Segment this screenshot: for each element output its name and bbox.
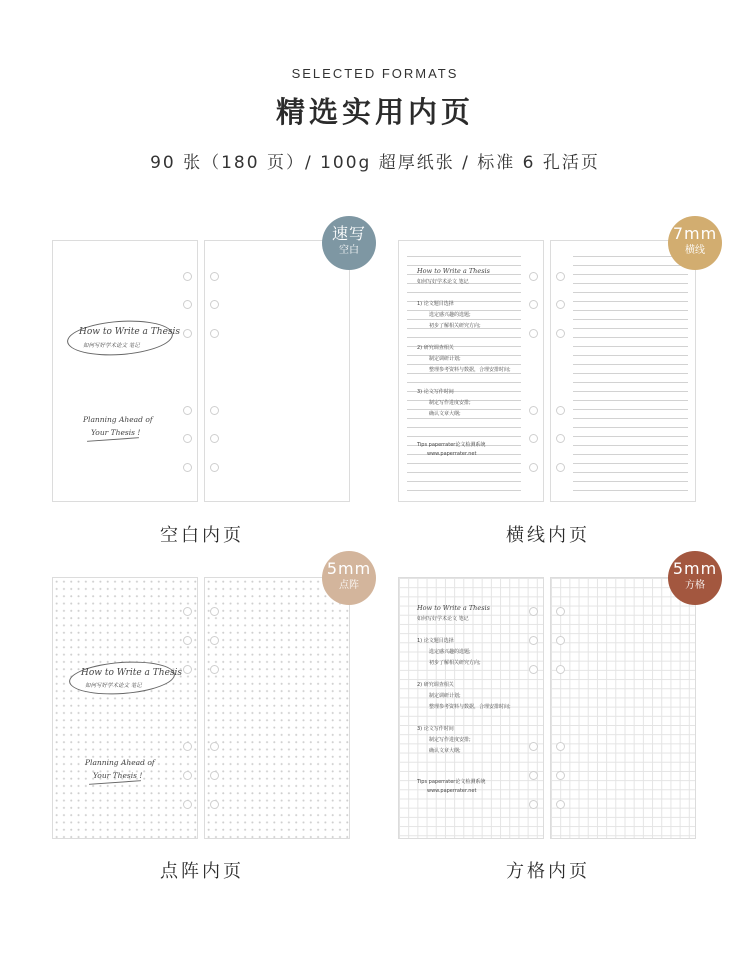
- format-lined: [398, 240, 698, 504]
- note-section: 3) 论文写作时间: [417, 389, 454, 395]
- note-item: 选定感兴趣的选题;: [429, 312, 471, 318]
- note-section: 2) 研究调查相关: [417, 682, 454, 688]
- binder-hole: [183, 636, 192, 645]
- binder-hole: [529, 406, 538, 415]
- blank-left-page: [52, 240, 198, 502]
- binder-hole: [556, 665, 565, 674]
- binder-hole: [529, 771, 538, 780]
- binder-hole: [210, 434, 219, 443]
- badge-grid: [668, 551, 722, 605]
- note-tips: Tips paperrater论文检测系统: [417, 779, 486, 785]
- binder-hole: [529, 329, 538, 338]
- binder-hole: [183, 665, 192, 674]
- binder-hole: [556, 300, 565, 309]
- sketch-title-cn: 如何写好学术论文 笔记: [83, 343, 140, 349]
- badge-sub: 空白: [339, 245, 359, 256]
- note-item: 制定调研计划;: [429, 356, 461, 362]
- note-title-cn: 如何写好学术论文 笔记: [417, 279, 469, 285]
- binder-hole: [529, 272, 538, 281]
- sketch-plan-line1: Planning Ahead of: [85, 758, 155, 767]
- badge-dot: [322, 551, 376, 605]
- sketch-title: How to Write a Thesis: [79, 327, 181, 337]
- note-section: 3) 论文写作时间: [417, 726, 454, 732]
- binder-hole: [556, 272, 565, 281]
- binder-hole: [210, 329, 219, 338]
- subtitle-spec: 90 张（180 页）/ 100g 超厚纸张 / 标准 6 孔活页: [150, 153, 600, 173]
- sketch-plan-line2: Your Thesis !: [91, 428, 141, 437]
- binder-hole: [529, 800, 538, 809]
- binder-hole: [183, 771, 192, 780]
- badge-sub: 横线: [685, 245, 705, 256]
- note-item: 确认文章大纲;: [429, 748, 461, 754]
- binder-hole: [556, 742, 565, 751]
- binder-hole: [556, 607, 565, 616]
- eyebrow-text: SELECTED FORMATS: [291, 66, 459, 81]
- binder-hole: [183, 329, 192, 338]
- lined-left-page: [398, 240, 544, 502]
- sketch-title-cn: 如何写好学术论文 笔记: [85, 683, 142, 689]
- binder-hole: [183, 463, 192, 472]
- binder-hole: [210, 607, 219, 616]
- binder-hole: [529, 665, 538, 674]
- sketch-plan-line1: Planning Ahead of: [83, 415, 153, 424]
- badge-main: 5mm: [326, 559, 372, 578]
- sketch-title: How to Write a Thesis: [81, 668, 183, 678]
- format-grid: [398, 577, 698, 841]
- binder-hole: [210, 800, 219, 809]
- binder-hole: [556, 434, 565, 443]
- blank-right-page: [204, 240, 350, 502]
- note-item: 初步了解相关研究方向;: [429, 660, 481, 666]
- badge-blank: [322, 216, 376, 270]
- format-dot: [52, 577, 352, 841]
- binder-hole: [529, 300, 538, 309]
- caption-grid: 方格内页: [506, 861, 590, 882]
- binder-hole: [183, 742, 192, 751]
- binder-hole: [183, 800, 192, 809]
- binder-hole: [529, 636, 538, 645]
- caption-blank: 空白内页: [160, 525, 244, 546]
- note-section: 2) 研究调查相关: [417, 345, 454, 351]
- note-item: 整理参考资料与数据，合理安排时间;: [429, 704, 511, 710]
- note-title: How to Write a Thesis: [417, 267, 490, 275]
- grid-right-page: [550, 577, 696, 839]
- badge-main: 速写: [331, 224, 366, 243]
- binder-hole: [210, 665, 219, 674]
- grid-left-page: [398, 577, 544, 839]
- badge-main: 7mm: [672, 224, 718, 243]
- caption-dot: 点阵内页: [160, 861, 244, 882]
- binder-hole: [556, 636, 565, 645]
- binder-hole: [183, 406, 192, 415]
- note-item: 初步了解相关研究方向;: [429, 323, 481, 329]
- binder-hole: [183, 300, 192, 309]
- binder-hole: [529, 434, 538, 443]
- binder-hole: [210, 300, 219, 309]
- binder-hole: [210, 636, 219, 645]
- binder-hole: [210, 272, 219, 281]
- binder-hole: [556, 800, 565, 809]
- dot-right-page: [204, 577, 350, 839]
- binder-hole: [529, 607, 538, 616]
- binder-hole: [556, 463, 565, 472]
- sketch-ellipse: [66, 317, 174, 358]
- note-title: How to Write a Thesis: [417, 604, 490, 612]
- sketch-underline: [87, 437, 139, 442]
- binder-hole: [529, 463, 538, 472]
- binder-hole: [183, 607, 192, 616]
- binder-hole: [210, 463, 219, 472]
- note-url: www.paperrater.net: [427, 788, 477, 794]
- dot-left-page: [52, 577, 198, 839]
- binder-hole: [556, 771, 565, 780]
- badge-sub: 方格: [685, 580, 705, 591]
- sketch-underline: [89, 780, 141, 785]
- badge-sub: 点阵: [339, 580, 359, 591]
- binder-hole: [183, 272, 192, 281]
- binder-hole: [556, 406, 565, 415]
- binder-hole: [183, 434, 192, 443]
- note-url: www.paperrater.net: [427, 451, 477, 457]
- note-item: 制定调研计划;: [429, 693, 461, 699]
- note-item: 确认文章大纲;: [429, 411, 461, 417]
- binder-hole: [529, 742, 538, 751]
- sketch-ellipse: [68, 658, 176, 697]
- note-section: 1) 论文题目选择: [417, 638, 454, 644]
- binder-hole: [210, 406, 219, 415]
- note-section: 1) 论文题目选择: [417, 301, 454, 307]
- lined-right-page: [550, 240, 696, 502]
- note-item: 制定写作进度安排;: [429, 400, 471, 406]
- binder-hole: [556, 329, 565, 338]
- note-title-cn: 如何写好学术论文 笔记: [417, 616, 469, 622]
- note-tips: Tips paperrater论文检测系统: [417, 442, 486, 448]
- note-item: 选定感兴趣的选题;: [429, 649, 471, 655]
- caption-lined: 横线内页: [506, 525, 590, 546]
- sketch-plan-line2: Your Thesis !: [93, 771, 143, 780]
- page-title: 精选实用内页: [275, 95, 474, 129]
- badge-lined: [668, 216, 722, 270]
- format-blank: [52, 240, 352, 504]
- binder-hole: [210, 742, 219, 751]
- note-item: 整理参考资料与数据，合理安排时间;: [429, 367, 511, 373]
- note-item: 制定写作进度安排;: [429, 737, 471, 743]
- badge-main: 5mm: [672, 559, 718, 578]
- binder-hole: [210, 771, 219, 780]
